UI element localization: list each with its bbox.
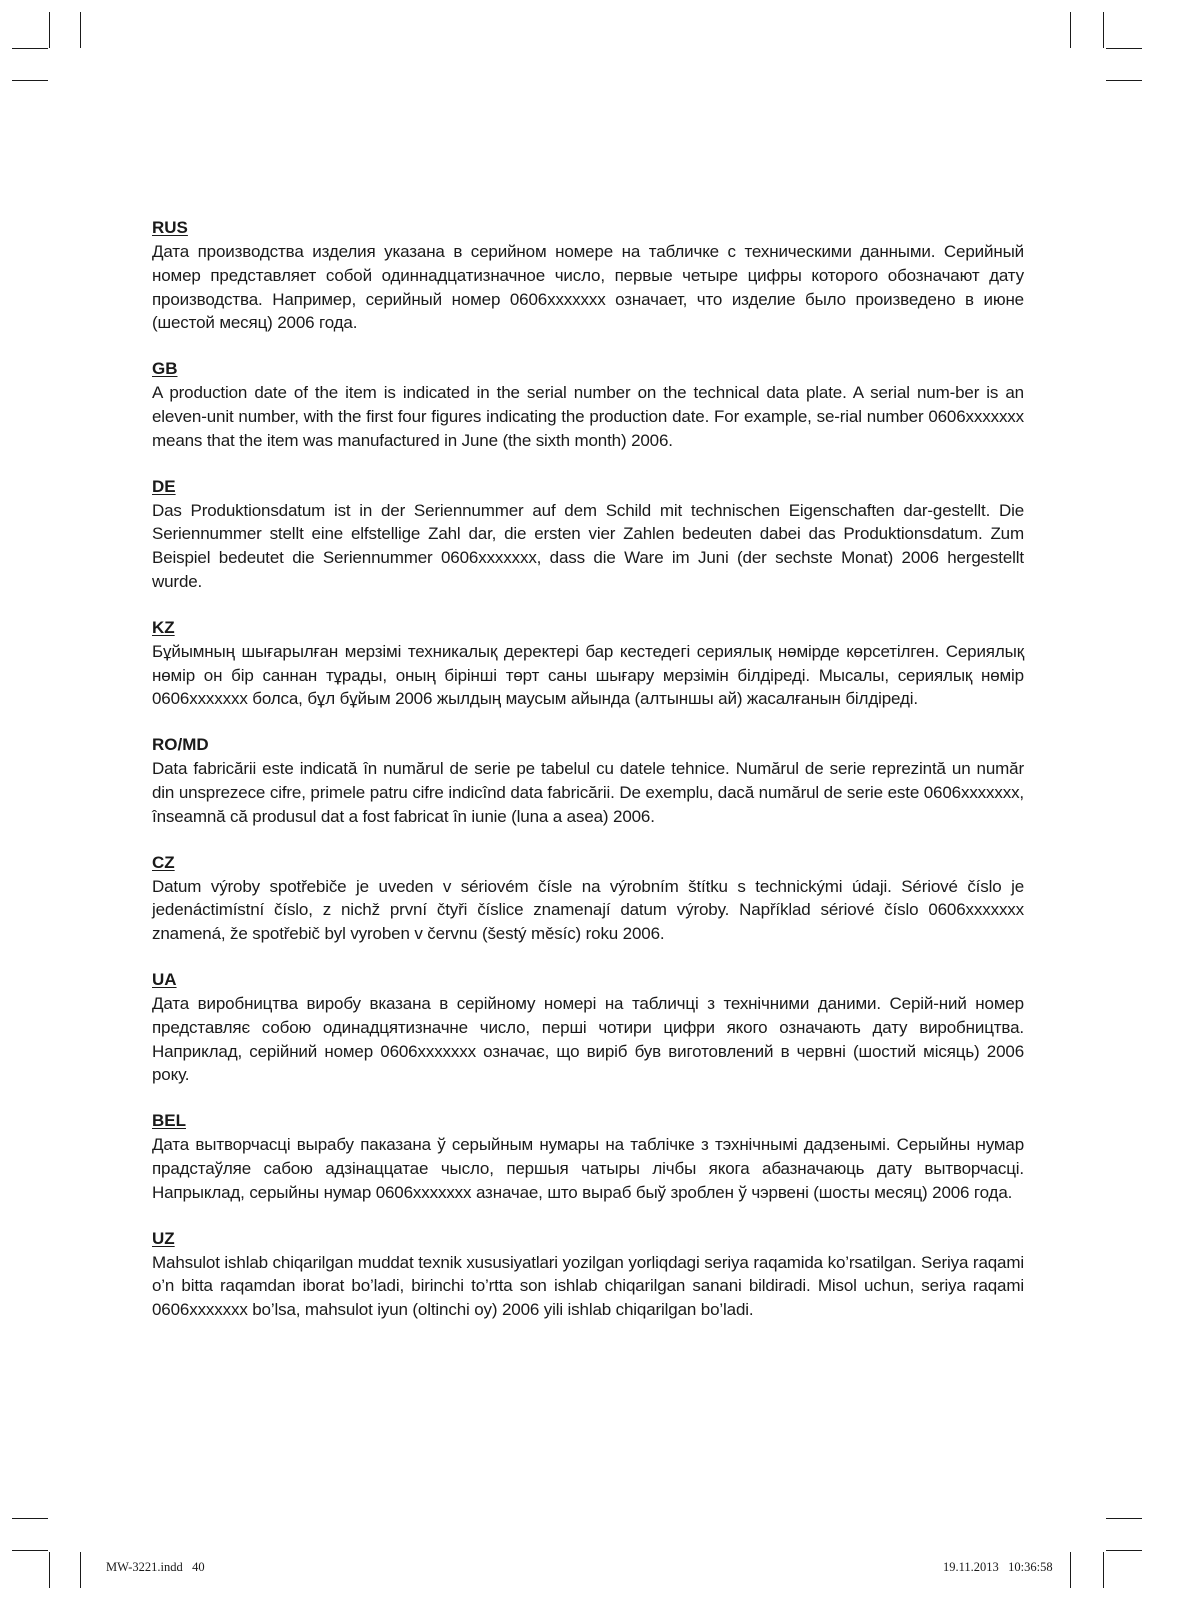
section-heading: KZ xyxy=(152,617,175,637)
crop-mark xyxy=(1106,1550,1142,1551)
section-text: Дата виробництва виробу вказана в серійному номері на табличці з технічними даними. Серій-ний номер представляє собою одинадцятизначне число, перші чотири цифри якого означають дату виробництва. Наприклад, серійний номер 0606xxxxxxx означає, що виріб був виготовлений в червні (шостий місяць) 2006 року. xyxy=(152,993,1024,1085)
section-text: Дата производства изделия указана в серийном номере на табличке с техническими данными. Серийный номер представляет собой одиннадцатизначное число, первые четыре цифры которого обозначают дату производства. Например, серийный номер 0606xxxxxxx означает, что изделие было произведено в июне (шестой месяц) 2006 года. xyxy=(152,242,1024,333)
section-text: Datum výroby spotřebiče je uveden v sériovém čísle na výrobním štítku s technickými údaji. Sériové číslo je jedenáctimístní číslo, z nichž první čtyři číslice znamenají datum výroby. Například sériové číslo 0606xxxxxxx znamená, že spotřebič byl vyroben v červnu (šestý měsíc) roku 2006. xyxy=(152,876,1024,944)
section-gb xyxy=(152,357,1024,452)
section-kz xyxy=(152,616,1024,711)
crop-mark xyxy=(1106,48,1142,49)
section-text: Mahsulot ishlab chiqarilgan muddat texnik xususiyatlari yozilgan yorliqdagi seriya raqamida ko’rsatilgan. Seriya raqami o’n bitta raqamdan iborat bo’ladi, birinchi to’rtta son ishlab chiqarilgan sanani bildiradi. Misol uchun, seriya raqami 0606xxxxxxx bo’lsa, mahsulot iyun (oltinchi oy) 2006 yili ishlab chiqarilgan bo’ladi. xyxy=(152,1252,1024,1320)
crop-mark xyxy=(12,1550,48,1551)
section-heading: RO/MD xyxy=(152,735,209,755)
crop-mark xyxy=(12,80,48,81)
section-text: Бұйымның шығарылған мерзімі техникалық деректері бар кестедегі сериялық нөмірде көрсетілген. Сериялық нөмір он бір саннан тұрады, оның бірінші төрт саны шығару мерзімін білдіреді. Мысалы, сериялық нөмір 0606ххххххх болса, бұл бұйым 2006 жылдың маусым айында (алтыншы ай) жасалғанын білдіреді. xyxy=(152,641,1024,709)
crop-mark xyxy=(1106,1518,1142,1519)
section-text: Дата вытворчасці вырабу паказана ў серыйным нумары на таблічке з тэхнічнымі дадзенымі. Серыйны нумар прадстаўляе сабою адзінаццатае чысло, першыя чатыры лічбы якога абазначаюць дату вытворчасці. Напрыклад, серыйны нумар 0606xxxxxxx азначае, што выраб быў зроблен ў чэрвені (шосты месяц) 2006 года. xyxy=(152,1135,1024,1202)
crop-mark xyxy=(1106,80,1142,81)
crop-mark xyxy=(1070,1552,1071,1588)
section-ua xyxy=(152,968,1024,1087)
document-body xyxy=(152,216,1024,1344)
crop-mark xyxy=(1103,1552,1104,1588)
crop-mark xyxy=(80,1552,81,1588)
section-uz xyxy=(152,1227,1024,1322)
section-text: A production date of the item is indicated in the serial number on the technical data plate. A serial num-ber is an eleven-unit number, with the first four figures indicating the production date. For example, se-rial number 0606xxxxxxx means that the item was manufactured in June (the sixth month) 2006. xyxy=(152,383,1024,450)
crop-mark xyxy=(49,12,50,48)
section-de xyxy=(152,475,1024,594)
crop-mark xyxy=(1103,12,1104,48)
section-text: Das Produktionsdatum ist in der Seriennummer auf dem Schild mit technischen Eigenschaften dar-gestellt. Die Seriennummer stellt eine elfstellige Zahl dar, die ersten vier Zahlen bedeuten dabei das Produktionsdatum. Zum Beispiel bedeutet die Seriennummer 0606xxxxxxx, dass die Ware im Juni (der sechste Monat) 2006 hergestellt wurde. xyxy=(152,500,1024,591)
section-heading: RUS xyxy=(152,218,188,237)
crop-mark xyxy=(80,12,81,48)
section-heading: CZ xyxy=(152,852,175,872)
section-ro-md xyxy=(152,733,1024,828)
slug-timestamp: 19.11.2013 10:36:58 xyxy=(943,1560,1053,1574)
section-heading: UZ xyxy=(152,1228,175,1248)
crop-mark xyxy=(12,48,48,49)
section-bel xyxy=(152,1109,1024,1204)
section-text: Data fabricării este indicată în numărul de serie pe tabelul cu datele tehnice. Numărul de serie reprezintă un număr din unsprezece cifre, primele patru cifre indicînd data fabricării. De exemplu, dacă numărul de serie este 0606xxxxxxx, înseamnă că produsul dat a fost fabricat în iunie (luna a asea) 2006. xyxy=(152,759,1024,826)
crop-mark xyxy=(49,1552,50,1588)
section-cz xyxy=(152,851,1024,946)
section-heading: UA xyxy=(152,969,177,989)
section-heading: GB xyxy=(152,359,178,379)
section-rus xyxy=(152,216,1024,335)
crop-mark xyxy=(12,1518,48,1519)
slug-file-info: MW-3221.indd 40 xyxy=(106,1560,205,1574)
crop-mark xyxy=(1070,12,1071,48)
section-heading: BEL xyxy=(152,1111,186,1131)
section-heading: DE xyxy=(152,476,176,496)
